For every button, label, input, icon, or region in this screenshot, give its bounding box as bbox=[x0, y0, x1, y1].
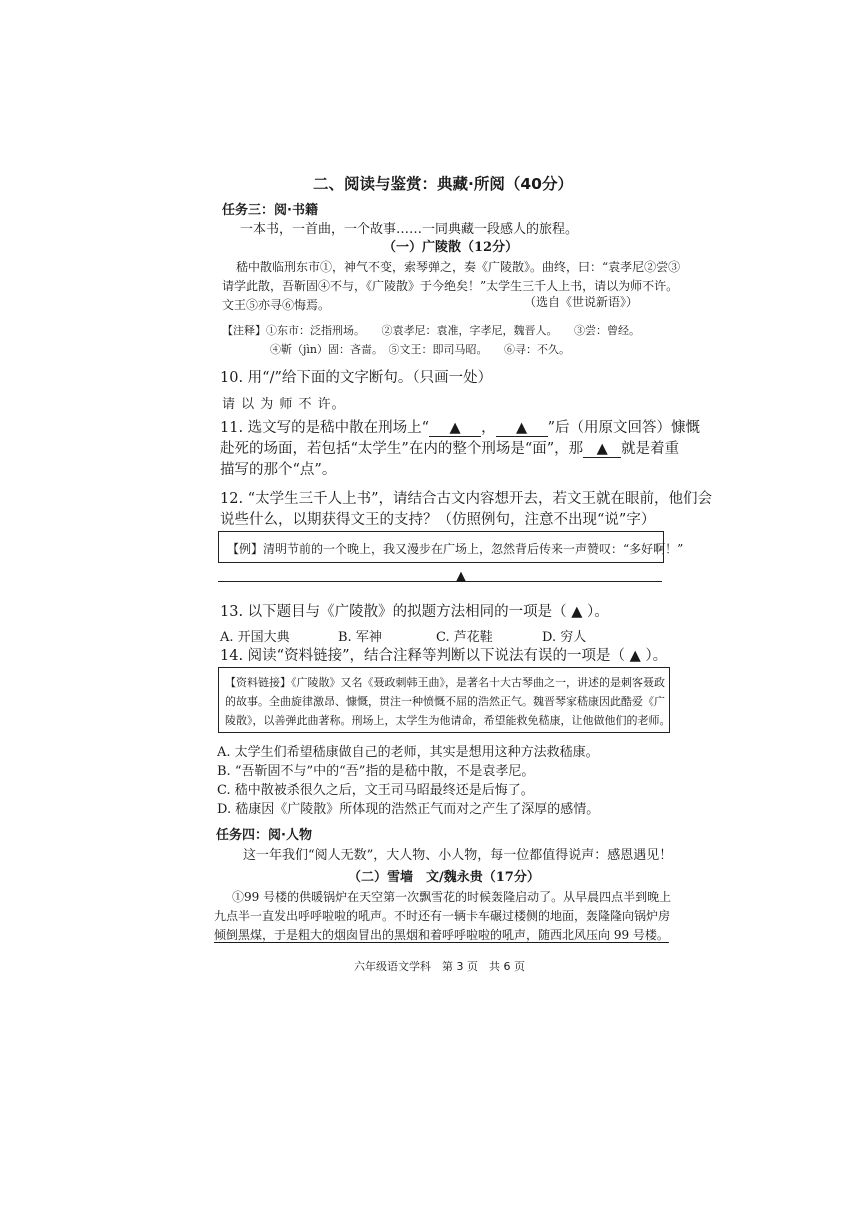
question-12-line-1: 12. “太学生三千人上书”，请结合古文内容想开去，若文王就在眼前，他们会 bbox=[220, 491, 712, 507]
q11-text-a: 11. 选文写的是嵇中散在刑场上“ bbox=[220, 420, 430, 436]
page-footer: 六年级语文学科 第 3 页 共 6 页 bbox=[354, 960, 525, 973]
part2-title: （二）雪墙 文/魏永贵（17分） bbox=[348, 870, 540, 885]
q12-example-text: 【例】清明节前的一个晚上，我又漫步在广场上，忽然背后传来一声赞叹：“多好啊！” bbox=[227, 542, 684, 556]
q14-link-line-2: 的故事。全曲旋律激昂、慷慨，贯注一种愤慨不屈的浩然正气。魏晋琴家嵇康因此酷爱《广 bbox=[225, 695, 665, 708]
story-line-2: 九点半一直发出呼呼啦啦的吼声。不时还有一辆卡车碾过楼侧的地面，轰隆隆向锅炉房 bbox=[214, 909, 671, 923]
q13-option-c[interactable]: C. 芦花鞋 bbox=[436, 630, 493, 645]
q11-comma: ， bbox=[481, 420, 496, 436]
story-line-3: 倾倒黑煤，于是粗大的烟囱冒出的黑烟和着呼呼啦啦的吼声，随西北风压向 99 号楼。 bbox=[214, 928, 669, 942]
q14-option-c[interactable]: C. 嵇中散被杀很久之后，文王司马昭最终还是后悔了。 bbox=[217, 783, 534, 798]
q11-line2-end: 就是着重 bbox=[621, 441, 680, 457]
q14-link-box bbox=[218, 667, 670, 733]
notes-line-1: 【注释】①东市：泛指刑场。 ②袁孝尼：袁准，字孝尼，魏晋人。 ③尝：曾经。 bbox=[222, 324, 640, 337]
story-line-1: ①99 号楼的供暖锅炉在天空第一次飘雪花的时候轰隆启动了。从早晨四点半到晚上 bbox=[232, 890, 672, 904]
task4-heading: 任务四：阅·人物 bbox=[216, 828, 312, 843]
task3-heading: 任务三：阅·书籍 bbox=[222, 203, 318, 218]
task3-intro: 一本书，一首曲，一个故事……一同典藏一段感人的旅程。 bbox=[240, 222, 579, 237]
q11-text-b: ”后（用原文回答）慷慨 bbox=[547, 420, 701, 436]
q12-example-box bbox=[218, 531, 684, 563]
q14-option-b[interactable]: B. “吾靳固不与”中的“吾”指的是嵇中散，不是袁孝尼。 bbox=[217, 764, 535, 779]
q14-link-line-1: 【资料链接】《广陵散》又名《聂政刺韩王曲》，是著名十大古琴曲之一，讲述的是刺客聂政 bbox=[225, 676, 665, 689]
question-14: 14. 阅读“资料链接”，结合注释等判断以下说法有误的一项是（ ▲ ）。 bbox=[220, 648, 668, 664]
q13-option-d[interactable]: D. 穷人 bbox=[542, 630, 587, 645]
task4-intro: 这一年我们“阅人无数”，大人物、小人物，每一位都值得说声：感恩遇见！ bbox=[243, 848, 673, 863]
q11-blank-2[interactable]: ▲ bbox=[496, 420, 548, 437]
q13-option-a[interactable]: A. 开国大典 bbox=[220, 630, 290, 645]
q11-blank-1[interactable]: ▲ bbox=[429, 420, 481, 437]
question-11-line-2 bbox=[220, 437, 679, 458]
q14-option-d[interactable]: D. 嵇康因《广陵散》所体现的浩然正气而对之产生了深厚的感情。 bbox=[217, 802, 600, 817]
q12-answer-line[interactable] bbox=[218, 581, 662, 582]
passage-source: （选自《世说新语》） bbox=[524, 295, 639, 309]
question-10: 10. 用“/”给下面的文字断句。（只画一处） bbox=[220, 370, 493, 386]
q14-link-line-3: 陵散》，以善弹此曲著称。刑场上，太学生为他请命，希望能救免嵇康，让他做他们的老师。 bbox=[225, 714, 671, 727]
question-11-line-1 bbox=[220, 416, 700, 437]
passage-line-2: 请学此散，吾靳固④不与，《广陵散》于今绝矣！”太学生三千人上书，请以为师不许。 bbox=[222, 279, 679, 293]
q10-sentence: 请 以 为 师 不 许。 bbox=[222, 397, 346, 412]
q12-answer-mark: ▲ bbox=[456, 569, 466, 584]
q13-option-b[interactable]: B. 军神 bbox=[338, 630, 382, 645]
part1-title: （一）广陵散（12分） bbox=[383, 240, 519, 255]
question-12-line-2: 说些什么，以期获得文王的支持？（仿照例句，注意不出现“说”字） bbox=[220, 512, 656, 528]
q11-blank-3[interactable]: ▲ bbox=[583, 441, 621, 458]
question-13: 13. 以下题目与《广陵散》的拟题方法相同的一项是（ ▲ ）。 bbox=[220, 604, 609, 620]
passage-line-3: 文王⑤亦寻⑥悔焉。 bbox=[222, 298, 331, 312]
passage-line-1: 嵇中散临刑东市①，神气不变，索琴弹之，奏《广陵散》。曲终，曰：“袁孝尼②尝③ bbox=[236, 260, 681, 274]
question-11-line-3: 描写的那个“点”。 bbox=[220, 462, 337, 478]
notes-line-2: ④靳（jìn）固：吝啬。 ⑤文王：即司马昭。 ⑥寻：不久。 bbox=[270, 343, 571, 356]
section-title: 二、阅读与鉴赏：典藏·所阅（40分） bbox=[313, 175, 573, 193]
q11-line2-text: 赴死的场面，若包括“太学生”在内的整个刑场是“面”，那 bbox=[220, 441, 584, 457]
q14-option-a[interactable]: A. 太学生们希望嵇康做自己的老师，其实是想用这种方法救嵇康。 bbox=[217, 745, 599, 760]
